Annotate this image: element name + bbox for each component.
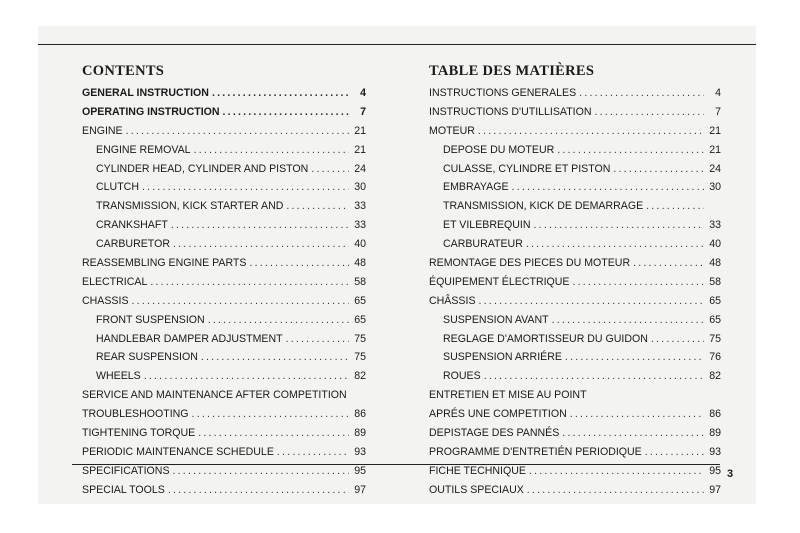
toc-entry	[429, 330, 721, 349]
top-rule	[38, 44, 756, 45]
toc-entry	[429, 405, 721, 424]
toc-leader-dots	[286, 330, 349, 349]
toc-leader-dots	[527, 481, 704, 500]
toc-entry-page: 21	[709, 124, 721, 137]
toc-leader-dots	[212, 84, 349, 103]
toc-leader-dots	[534, 216, 704, 235]
toc-entry	[429, 235, 721, 254]
toc-entry-title: ÉQUIPEMENT ÉLECTRIQUE	[429, 275, 570, 288]
toc-entry-page: 21	[354, 124, 366, 137]
toc-entry-title: HANDLEBAR DAMPER ADJUSTMENT	[96, 332, 283, 345]
toc-entry	[82, 481, 366, 500]
toc-leader-dots	[595, 103, 704, 122]
toc-entry-title: SUSPENSION AVANT	[443, 313, 549, 326]
toc-leader-dots	[126, 122, 349, 141]
toc-entry	[429, 103, 721, 122]
toc-entry	[82, 122, 366, 141]
toc-entry-title: ENGINE	[82, 124, 123, 137]
toc-entry-page: 82	[709, 370, 721, 383]
toc-list-french	[429, 84, 721, 500]
toc-entry	[429, 443, 721, 462]
toc-entry-page: 33	[709, 219, 721, 232]
toc-entry-title: GENERAL INSTRUCTION	[82, 87, 209, 99]
contents-column-french	[429, 60, 721, 500]
toc-entry-title: CRANKSHAFT	[96, 219, 168, 232]
bottom-rule	[72, 464, 720, 465]
toc-entry	[82, 348, 366, 367]
toc-leader-dots	[311, 160, 349, 179]
toc-entry-page: 82	[354, 370, 366, 383]
toc-entry	[82, 160, 366, 179]
toc-entry	[82, 103, 366, 122]
toc-leader-dots	[277, 443, 349, 462]
page-number: 3	[727, 468, 734, 480]
toc-leader-dots	[651, 330, 704, 349]
toc-entry-title: DEPOSE DU MOTEUR	[443, 143, 555, 156]
toc-entry-title: FRONT SUSPENSION	[96, 313, 205, 326]
toc-entry-title: ELECTRICAL	[82, 275, 148, 288]
toc-entry	[82, 386, 366, 405]
toc-entry-page: 65	[709, 313, 721, 326]
toc-entry	[82, 424, 366, 443]
toc-entry	[429, 254, 721, 273]
toc-entry-page: 95	[354, 464, 366, 477]
toc-entry-page: 93	[354, 445, 366, 458]
toc-entry	[429, 424, 721, 443]
toc-entry-page: 86	[709, 408, 721, 421]
toc-entry	[82, 443, 366, 462]
toc-entry	[82, 254, 366, 273]
toc-entry-page: 7	[360, 105, 366, 118]
toc-entry-page: 48	[709, 257, 721, 270]
toc-entry	[429, 481, 721, 500]
toc-entry-page: 75	[709, 332, 721, 345]
toc-entry-page: 40	[354, 238, 366, 251]
toc-list-english	[82, 84, 366, 500]
toc-entry-page: 24	[709, 162, 721, 175]
toc-entry-title: ROUES	[443, 370, 481, 383]
toc-entry	[82, 197, 366, 216]
toc-entry	[82, 178, 366, 197]
toc-entry	[429, 348, 721, 367]
toc-entry-title: PERIODIC MAINTENANCE SCHEDULE	[82, 445, 274, 458]
toc-entry-page: 58	[354, 275, 366, 288]
toc-entry-page: 75	[354, 332, 366, 345]
toc-entry-page: 65	[354, 313, 366, 326]
toc-entry-title: PROGRAMME D'ENTRETIÉN PERIODIQUE	[429, 445, 642, 458]
toc-entry-page: 97	[354, 483, 366, 496]
toc-entry-page: 21	[354, 143, 366, 156]
toc-entry	[82, 273, 366, 292]
toc-entry-title: TRANSMISSION, KICK DE DEMARRAGE	[443, 200, 644, 213]
toc-entry	[429, 197, 721, 216]
toc-leader-dots	[573, 273, 705, 292]
toc-entry-title: CARBURATEUR	[443, 238, 523, 251]
toc-entry-page: 4	[360, 87, 366, 99]
toc-entry	[82, 141, 366, 160]
toc-entry-page: 33	[354, 219, 366, 232]
contents-heading: CONTENTS	[82, 63, 165, 79]
toc-entry	[82, 330, 366, 349]
toc-entry-page: 95	[709, 464, 721, 477]
toc-entry-title: DEPISTAGE DES PANNÉS	[429, 427, 560, 440]
toc-leader-dots	[171, 216, 349, 235]
toc-entry-page: 65	[354, 294, 366, 307]
toc-leader-dots	[646, 197, 704, 216]
toc-leader-dots	[142, 178, 349, 197]
toc-entry	[429, 273, 721, 292]
toc-entry-page: 75	[354, 351, 366, 364]
toc-entry-page: 86	[354, 408, 366, 421]
toc-entry-page: 30	[709, 181, 721, 194]
toc-entry-page: 33	[354, 200, 366, 213]
contents-column-english	[82, 60, 366, 500]
toc-leader-dots	[512, 178, 704, 197]
toc-leader-dots	[570, 405, 704, 424]
toc-entry-title: EMBRAYAGE	[443, 181, 509, 194]
toc-leader-dots	[633, 254, 704, 273]
toc-entry	[429, 386, 721, 405]
toc-entry-page: 76	[709, 351, 721, 364]
toc-entry-title: REAR SUSPENSION	[96, 351, 198, 364]
toc-leader-dots	[132, 292, 349, 311]
toc-entry-page: 30	[354, 181, 366, 194]
toc-entry-page: 40	[709, 238, 721, 251]
toc-entry-title: ENGINE REMOVAL	[96, 143, 191, 156]
toc-entry	[429, 141, 721, 160]
toc-entry-page: 48	[354, 257, 366, 270]
toc-entry-page: 21	[709, 143, 721, 156]
toc-entry-title: SPECIFICATIONS	[82, 464, 170, 477]
toc-entry-page: 97	[709, 483, 721, 496]
toc-leader-dots	[150, 273, 349, 292]
toc-entry-title: SPECIAL TOOLS	[82, 483, 165, 496]
toc-entry-page: 24	[354, 162, 366, 175]
toc-leader-dots	[645, 443, 704, 462]
toc-entry	[82, 311, 366, 330]
toc-entry-title: WHEELS	[96, 370, 141, 383]
toc-entry-title: SERVICE AND MAINTENANCE AFTER COMPETITION	[82, 389, 347, 402]
toc-entry-page: 58	[709, 275, 721, 288]
toc-entry-title: CYLINDER HEAD, CYLINDER AND PISTON	[96, 162, 309, 175]
toc-entry	[429, 122, 721, 141]
toc-leader-dots	[565, 348, 704, 367]
toc-entry-title: CARBURETOR	[96, 238, 170, 251]
toc-entry	[429, 216, 721, 235]
toc-leader-dots	[579, 84, 704, 103]
toc-entry-title: INSTRUCTIONS D'UTILLISATION	[429, 105, 592, 118]
toc-entry	[429, 292, 721, 311]
toc-entry-title: OUTILS SPECIAUX	[429, 483, 524, 496]
toc-entry	[429, 178, 721, 197]
toc-entry-title: CLUTCH	[96, 181, 139, 194]
toc-entry-page: 89	[354, 427, 366, 440]
toc-entry	[429, 160, 721, 179]
toc-entry-page: 65	[709, 294, 721, 307]
toc-leader-dots	[208, 311, 349, 330]
toc-entry-title: SUSPENSION ARRIÉRE	[443, 351, 562, 364]
toc-leader-dots	[478, 122, 704, 141]
table-des-matieres-heading: TABLE DES MATIÈRES	[429, 63, 595, 79]
toc-entry-title: CHÂSSIS	[429, 294, 476, 307]
toc-leader-dots	[194, 141, 349, 160]
toc-entry	[429, 84, 721, 103]
toc-leader-dots	[173, 235, 349, 254]
toc-leader-dots	[557, 141, 704, 160]
toc-entry-title: TRANSMISSION, KICK STARTER AND	[96, 200, 284, 213]
toc-entry-title: CHASSIS	[82, 294, 129, 307]
toc-entry	[82, 235, 366, 254]
toc-leader-dots	[198, 424, 349, 443]
toc-entry-title: FICHE TECHNIQUE	[429, 464, 526, 477]
toc-entry-page: 4	[715, 87, 721, 99]
toc-leader-dots	[168, 481, 349, 500]
toc-entry	[82, 405, 366, 424]
toc-entry-title: INSTRUCTIONS GENERALES	[429, 87, 577, 99]
toc-entry	[82, 367, 366, 386]
toc-entry-title: TROUBLESHOOTING	[82, 408, 189, 421]
toc-entry-title: ENTRETIEN ET MISE AU POINT	[429, 389, 587, 402]
toc-entry-page: 89	[709, 427, 721, 440]
toc-entry-title: REASSEMBLING ENGINE PARTS	[82, 257, 247, 270]
toc-leader-dots	[613, 160, 704, 179]
toc-entry-title: APRÉS UNE COMPETITION	[429, 408, 567, 421]
toc-entry	[429, 311, 721, 330]
toc-entry-title: REGLAGE D'AMORTISSEUR DU GUIDON	[443, 332, 648, 345]
toc-leader-dots	[192, 405, 349, 424]
toc-entry-title: MOTEUR	[429, 124, 475, 137]
toc-leader-dots	[562, 424, 704, 443]
toc-leader-dots	[479, 292, 704, 311]
toc-leader-dots	[286, 197, 349, 216]
toc-entry-title: ET VILEBREQUIN	[443, 219, 531, 232]
toc-entry-title: REMONTAGE DES PIECES DU MOTEUR	[429, 257, 631, 270]
toc-entry	[429, 367, 721, 386]
toc-entry	[82, 292, 366, 311]
toc-entry-page: 93	[709, 445, 721, 458]
toc-entry-title: OPERATING INSTRUCTION	[82, 105, 220, 118]
toc-leader-dots	[201, 348, 349, 367]
toc-entry-title: TIGHTENING TORQUE	[82, 427, 196, 440]
toc-entry	[82, 84, 366, 103]
toc-leader-dots	[144, 367, 349, 386]
toc-entry-title: CULASSE, CYLINDRE ET PISTON	[443, 162, 611, 175]
toc-leader-dots	[552, 311, 704, 330]
toc-leader-dots	[526, 235, 704, 254]
toc-entry-page: 7	[715, 105, 721, 118]
toc-entry	[82, 216, 366, 235]
toc-leader-dots	[484, 367, 704, 386]
toc-leader-dots	[249, 254, 349, 273]
toc-leader-dots	[223, 103, 349, 122]
